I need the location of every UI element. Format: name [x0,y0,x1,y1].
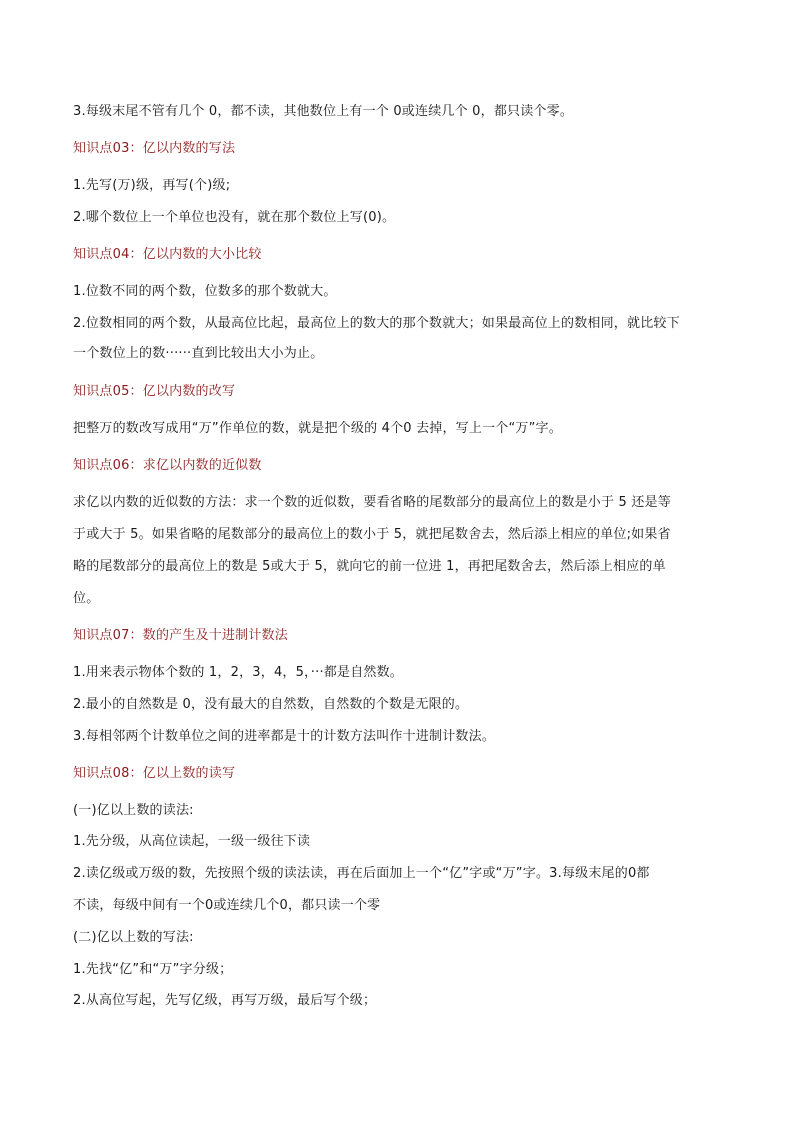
paragraph-line: (一)亿以上数的读法: [73,803,194,818]
paragraph-line: 2.从高位写起，先写亿级，再写万级，最后写个级； [73,993,377,1008]
paragraph-line: 不读，每级中间有一个0或连续几个0，都只读一个零 [73,898,381,913]
section-heading: 知识点03：亿以内数的写法 [73,141,236,156]
paragraph-line: 2.哪个数位上一个单位也没有，就在那个数位上写(0)。 [73,210,396,225]
section-heading: 知识点05：亿以内数的改写 [73,384,236,399]
paragraph-line: (二)亿以上数的写法: [73,930,194,945]
section-heading: 知识点06：求亿以内数的近似数 [73,458,262,473]
paragraph-line: 2.读亿级或万级的数，先按照个级的读法读，再在后面加上一个“亿”字或“万”字。3.每级末尾的0都 [73,866,650,881]
paragraph-line: 3.每相邻两个计数单位之间的进率都是十的计数方法叫作十进制计数法。 [73,729,496,744]
section-heading: 知识点07：数的产生及十进制计数法 [73,628,288,643]
paragraph-line: 把整万的数改写成用“万”作单位的数，就是把个级的 4个0 去掉，写上一个“万”字。 [73,421,562,436]
paragraph-line: 1.先分级，从高位读起，一级一级往下读 [73,834,311,849]
paragraph-line: 1.用来表示物体个数的 1，2，3，4，5，···都是自然数。 [73,665,403,680]
section-heading: 知识点04：亿以内数的大小比较 [73,247,262,262]
paragraph-line: 1.位数不同的两个数，位数多的那个数就大。 [73,284,337,299]
paragraph-line: 3.每级末尾不管有几个 0，都不读，其他数位上有一个 0或连续几个 0，都只读个零。 [73,104,574,119]
paragraph-line: 求亿以内数的近似数的方法：求一个数的近似数，要看省略的尾数部分的最高位上的数是小于 5 还是等 [73,495,671,510]
paragraph-line: 于或大于 5。如果省略的尾数部分的最高位上的数小于 5，就把尾数舍去，然后添上相应的单位;如果省 [73,527,671,542]
paragraph-line: 2.位数相同的两个数，从最高位比起，最高位上的数大的那个数就大；如果最高位上的数相同，就比较下 [73,316,680,331]
paragraph-line: 2.最小的自然数是 0，没有最大的自然数，自然数的个数是无限的。 [73,697,469,712]
paragraph-line: 位。 [73,591,100,606]
paragraph-line: 1.先找“亿”和“万”字分级； [73,962,233,977]
section-heading: 知识点08：亿以上数的读写 [73,766,236,781]
paragraph-line: 1.先写(万)级，再写(个)级; [73,178,231,193]
paragraph-line: 一个数位上的数······直到比较出大小为止。 [73,346,324,361]
paragraph-line: 略的尾数部分的最高位上的数是 5或大于 5，就向它的前一位进 1，再把尾数舍去，然后添上相应的单 [73,559,666,574]
